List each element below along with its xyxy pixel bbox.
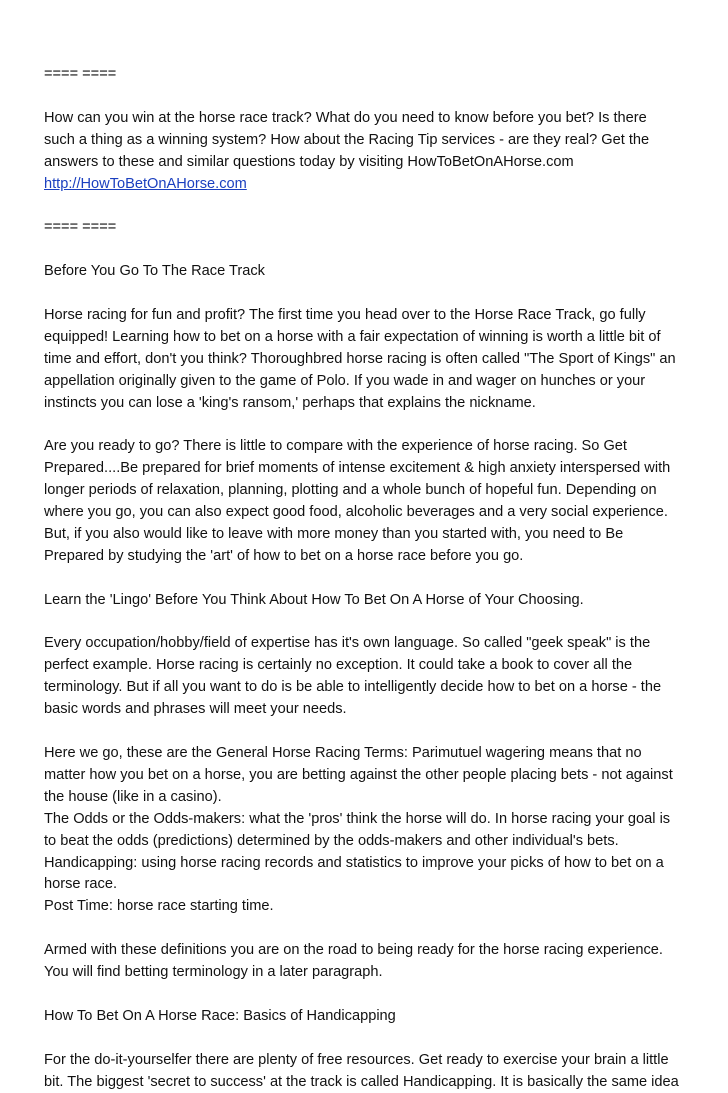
text-line: horse race. — [44, 876, 118, 893]
text-line: Horse racing for fun and profit? The first time you head over to the Horse Race Track, go fully — [44, 306, 646, 323]
text-line: basic words and phrases will meet your needs. — [44, 701, 347, 718]
text-line: bit. The biggest 'secret to success' at the track is called Handicapping. It is basically the same idea — [44, 1073, 679, 1090]
article-title: Before You Go To The Race Track — [44, 263, 265, 280]
text-line: You will find betting terminology in a later paragraph. — [44, 964, 383, 981]
paragraph-lingo — [44, 633, 694, 721]
text-line: Here we go, these are the General Horse Racing Terms: Parimutuel wagering means that no — [44, 744, 642, 761]
separator-top: ==== ==== — [44, 66, 117, 82]
text-line: Every occupation/hobby/field of expertise has it's own language. So called "geek speak" is the — [44, 635, 651, 652]
paragraph-intro — [44, 305, 694, 415]
text-line: terminology. But if all you want to do is be able to intelligently decide how to bet on a horse - the — [44, 679, 662, 696]
text-line: Post Time: horse race starting time. — [44, 898, 274, 915]
separator-bottom: ==== ==== — [44, 219, 117, 236]
intro-line: such a thing as a winning system? How about the Racing Tip services - are they real? Get the — [44, 131, 650, 148]
text-line: Armed with these definitions you are on the road to being ready for the horse racing experience. — [44, 942, 663, 959]
text-line: to beat the odds (predictions) determined by the odds-makers and other individual's bets. — [44, 832, 619, 849]
text-line: instincts you can lose a 'king's ransom,' perhaps that explains the nickname. — [44, 394, 536, 411]
intro-line: answers to these and similar questions today by visiting HowToBetOnAHorse.com — [44, 153, 574, 170]
text-line: Are you ready to go? There is little to compare with the experience of horse racing. So Get — [44, 438, 627, 455]
text-line: the house (like in a casino). — [44, 788, 222, 805]
text-line: perfect example. Horse racing is certainly no exception. It could take a book to cover all the — [44, 657, 633, 674]
paragraph-terms — [44, 743, 694, 918]
intro-line: How can you win at the horse race track? What do you need to know before you bet? Is there — [44, 109, 647, 126]
paragraph-ready — [44, 436, 694, 567]
paragraph-handicapping — [44, 1050, 694, 1093]
section-heading-handicapping: How To Bet On A Horse Race: Basics of Handicapping — [44, 1007, 396, 1024]
text-line: Prepared by studying the 'art' of how to bet on a horse race before you go. — [44, 547, 524, 564]
text-line: For the do-it-yourselfer there are plenty of free resources. Get ready to exercise your brain a little — [44, 1051, 669, 1068]
text-line: equipped! Learning how to bet on a horse with a fair expectation of winning is worth a little bit of — [44, 328, 661, 345]
website-link[interactable]: http://HowToBetOnAHorse.com — [44, 175, 247, 192]
text-line: longer periods of relaxation, planning, plotting and a whole bunch of hopeful fun. Depending on — [44, 482, 657, 499]
text-line: Handicapping: using horse racing records and statistics to improve your picks of how to bet on a — [44, 854, 664, 871]
text-line: appellation originally given to the game of Polo. If you wade in and wager on hunches or your — [44, 372, 646, 389]
text-line: Prepared....Be prepared for brief moments of intense excitement & high anxiety interspersed with — [44, 460, 671, 477]
section-heading-lingo: Learn the 'Lingo' Before You Think About How To Bet On A Horse of Your Choosing. — [44, 591, 584, 608]
paragraph-armed — [44, 940, 694, 984]
text-line: time and effort, don't you think? Thoroughbred horse racing is often called "The Sport of Kings" an — [44, 350, 676, 367]
text-line: But, if you also would like to leave with more money than you started with, you need to Be — [44, 525, 624, 542]
document-page — [44, 64, 694, 1093]
text-line: The Odds or the Odds-makers: what the 'pros' think the horse will do. In horse racing your goal is — [44, 810, 671, 827]
text-line: where you go, you can also expect good food, alcoholic beverages and a very social experience. — [44, 504, 668, 521]
text-line: matter how you bet on a horse, you are betting against the other people placing bets - not against — [44, 766, 673, 783]
intro-paragraph — [44, 108, 694, 196]
